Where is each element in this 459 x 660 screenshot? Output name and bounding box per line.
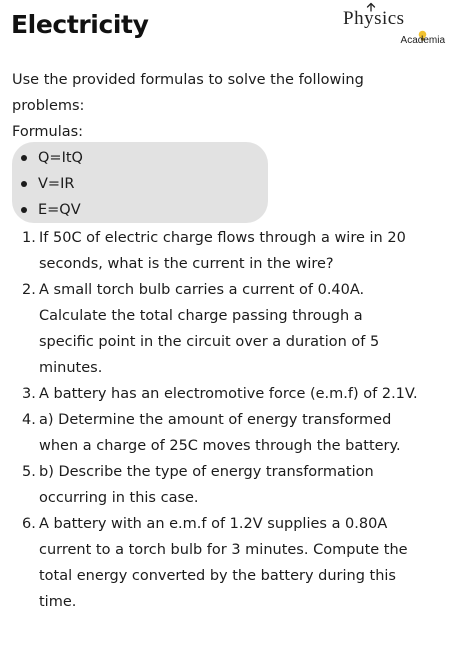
question-text: a) Determine the amount of energy transformed when a charge of 25C moves through the battery. — [39, 412, 401, 454]
question-item — [22, 277, 422, 381]
question-text: A small torch bulb carries a current of 0.40A. Calculate the total charge passing through a specific point in the circuit over a duration of 5 minutes. — [39, 282, 380, 376]
formula-item: Q=ItQ — [20, 145, 83, 171]
question-number: 5. — [22, 464, 36, 480]
question-text: A battery with an e.m.f of 1.2V supplies a 0.80A current to a torch bulb for 3 minutes. Compute the total energy converted by the battery during this time. — [39, 516, 408, 610]
question-item — [22, 381, 422, 407]
question-text: A battery has an electromotive force (e.m.f) of 2.1V. — [39, 386, 418, 402]
formula-list — [20, 145, 83, 223]
instruction-text: Use the provided formulas to solve the following problems: — [12, 72, 364, 114]
question-list — [22, 225, 422, 615]
question-item — [22, 407, 422, 459]
formula-item: V=IR — [20, 171, 83, 197]
question-number: 6. — [22, 516, 36, 532]
instructions — [12, 67, 412, 145]
question-item — [22, 225, 422, 277]
question-number: 1. — [22, 230, 36, 246]
formula-item: E=QV — [20, 197, 83, 223]
question-text: b) Describe the type of energy transformation occurring in this case. — [39, 464, 374, 506]
formulas-label: Formulas: — [12, 124, 84, 140]
question-item — [22, 459, 422, 511]
question-number: 2. — [22, 282, 36, 298]
question-text: If 50C of electric charge flows through a wire in 20 seconds, what is the current in the wire? — [39, 230, 406, 272]
physics-academia-logo — [341, 8, 445, 48]
question-number: 3. — [22, 386, 36, 402]
logo-name: Physics — [343, 8, 405, 29]
logo-subtitle: Academia — [400, 35, 445, 46]
question-number: 4. — [22, 412, 36, 428]
question-item — [22, 511, 422, 615]
page-title: Electricity — [11, 10, 149, 39]
